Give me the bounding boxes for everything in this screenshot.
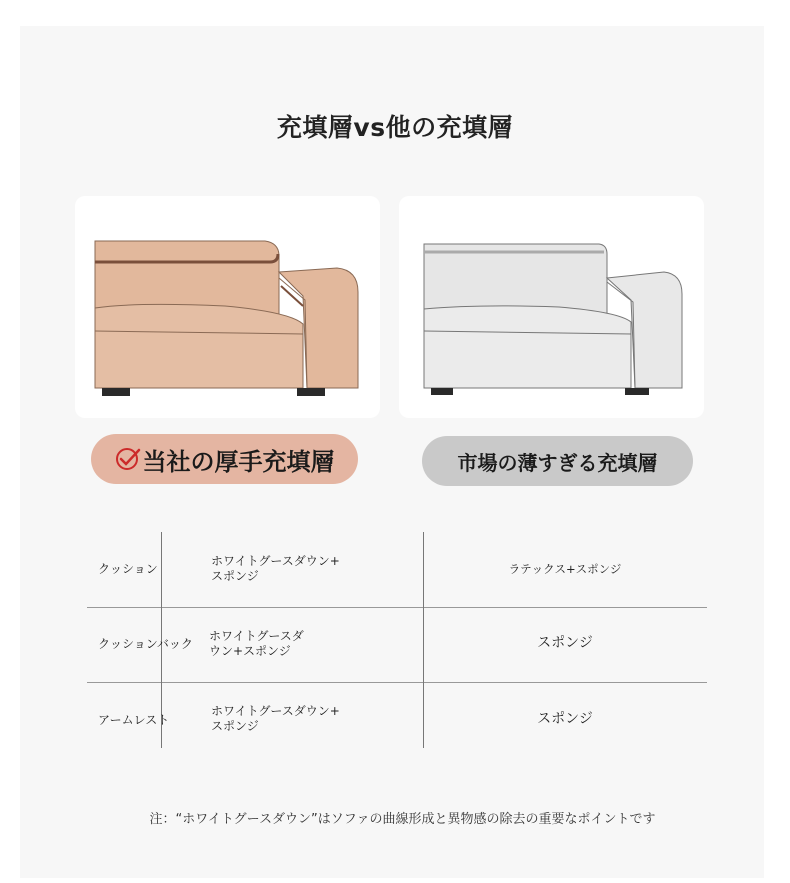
our-filling-cell: ホワイトグースダ ウン+スポンジ [209, 629, 304, 658]
table-divider [87, 607, 707, 608]
other-filling-cell: スポンジ [537, 635, 593, 651]
other-sofa-illustration [399, 196, 704, 418]
our-sofa-card [75, 196, 380, 418]
row-label: クッション [98, 562, 158, 576]
check-circle-icon [115, 446, 141, 472]
our-sofa-illustration [75, 196, 380, 418]
other-filling-text: 市場の薄すぎる充填層 [457, 450, 658, 475]
row-label: アームレスト [98, 713, 170, 727]
other-sofa-card [399, 196, 704, 418]
our-filling-text: 当社の厚手充填層 [142, 447, 335, 476]
other-filling-cell: スポンジ [537, 711, 593, 727]
other-filling-cell: ラテックス+スポンジ [508, 562, 622, 576]
row-label: クッションバック [98, 637, 193, 651]
comparison-table [87, 532, 707, 748]
our-filling-label [91, 434, 358, 484]
table-divider [87, 682, 707, 683]
page-title: 充填層vs他の充填層 [276, 113, 514, 142]
our-filling-cell: ホワイトグースダウン+ スポンジ [211, 704, 340, 733]
other-filling-label [422, 436, 693, 486]
our-filling-cell: ホワイトグースダウン+ スポンジ [211, 554, 340, 583]
footnote: 注：“ホワイトグースダウン”はソファの曲線形成と異物感の除去の重要なポイントです [149, 812, 656, 827]
